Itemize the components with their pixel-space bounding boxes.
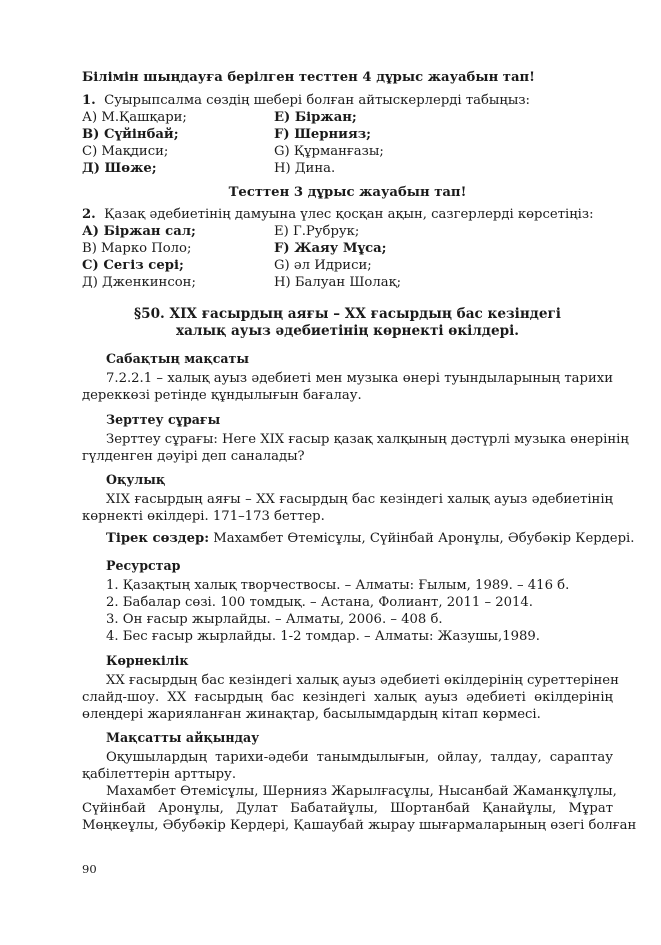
test1-option-row (82, 109, 357, 126)
research-line: гүлденген дәуірі деп саналады? (82, 449, 305, 464)
option-c: С) Мақдиси; (82, 144, 169, 159)
option-g: G) әл Идриси; (274, 258, 372, 273)
question-number: 1. (82, 93, 96, 108)
goal-line: 7.2.2.1 – халық ауыз әдебиеті мен музыка өнері туындыларының тарихи (106, 371, 613, 386)
test1-option-row (82, 143, 384, 160)
resource-item: 1. Қазақтың халық творчествосы. – Алматы: Ғылым, 1989. – 416 б. (106, 578, 570, 593)
research-heading: Зерттеу сұрағы (106, 412, 221, 427)
question-number: 2. (82, 207, 96, 222)
test2-question (82, 206, 594, 223)
resource-item: 3. Он ғасыр жырлайды. – Алматы, 2006. – 408 б. (106, 612, 443, 627)
option-f: F) Жаяу Мұса; (274, 241, 387, 256)
resource-item: 2. Бабалар сөзі. 100 томдық. – Астана, Фолиант, 2011 – 2014. (106, 595, 533, 610)
test2-option-row (82, 257, 372, 274)
option-d: Д) Шөже; (82, 161, 157, 176)
option-a: А) М.Қашқари; (82, 110, 187, 125)
test2-option-row (82, 274, 402, 291)
lesson-title-line1: §50. XIX ғасырдың аяғы – XX ғасырдың бас кезіндегі (134, 306, 561, 322)
purpose-line: қабілеттерін арттыру. (82, 767, 237, 782)
textbook-line: көрнекті өкілдері. 171–173 беттер. (82, 509, 325, 524)
purpose-line: Сүйінбай Аронұлы, Дулат Бабатайұлы, Шортанбай Қанайұлы, Мұрат (82, 801, 613, 816)
test1-question (82, 92, 530, 109)
option-e: Е) Біржан; (274, 110, 357, 125)
option-e: Е) Г.Рубрук; (274, 224, 360, 239)
goal-heading: Сабақтың мақсаты (106, 351, 249, 366)
visual-heading: Көрнекілік (106, 653, 189, 668)
test1-option-row (82, 126, 371, 143)
purpose-line: Оқушылардың тарихи-әдеби танымдылығын, ойлау, талдау, сараптау (106, 750, 613, 765)
option-h: Н) Дина. (274, 161, 336, 176)
visual-line: өлеңдері жарияланған жинақтар, басылымдардың кітап көрмесі. (82, 707, 541, 722)
test2-instruction: Тесттен 3 дұрыс жауабын тап! (228, 185, 467, 200)
keywords-label: Тірек сөздер: (106, 531, 210, 546)
research-line: Зерттеу сұрағы: Неге XIX ғасыр қазақ халқының дәстүрлі музыка өнерінің (106, 432, 629, 447)
option-c: С) Сегіз сері; (82, 258, 184, 273)
test2-option-row (82, 240, 387, 257)
purpose-heading: Мақсатты айқындау (106, 730, 260, 745)
test1-instruction: Білімін шыңдауға берілген тесттен 4 дұрыс жауабын тап! (82, 70, 535, 85)
purpose-line: Мөңкеұлы, Әбубәкір Кердері, Қашаубай жырау шығармаларының өзегі болған (82, 818, 637, 833)
resources-heading: Ресурстар (106, 558, 181, 573)
option-d: Д) Дженкинсон; (82, 275, 196, 290)
option-f: F) Шернияз; (274, 127, 371, 142)
question-text: Қазақ әдебиетінің дамуына үлес қосқан ақын, сазгерлерді көрсетіңіз: (104, 207, 594, 222)
resource-item: 4. Бес ғасыр жырлайды. 1-2 томдар. – Алматы: Жазушы,1989. (106, 629, 540, 644)
page-number: 90 (82, 862, 97, 876)
option-g: G) Құрманғазы; (274, 144, 384, 159)
lesson-title-line2: халық ауыз әдебиетінің көрнекті өкілдері. (175, 323, 520, 339)
textbook-line: XIX ғасырдың аяғы – XX ғасырдың бас кезіндегі халық ауыз әдебиетінің (106, 492, 613, 507)
visual-line: слайд-шоу. XX ғасырдың бас кезіндегі халық ауыз әдебиеті өкілдерінің (82, 690, 613, 705)
purpose-line: Махамбет Өтемісұлы, Шернияз Жарылғасұлы, Нысанбай Жаманқұлұлы, (106, 784, 617, 799)
option-b: В) Марко Поло; (82, 241, 192, 256)
keywords-text: Махамбет Өтемісұлы, Сүйінбай Аронұлы, Әбубәкір Кердері. (213, 531, 635, 546)
test1-option-row (82, 160, 336, 177)
option-h: Н) Балуан Шолақ; (274, 275, 402, 290)
textbook-heading: Оқулық (106, 472, 166, 487)
goal-line: дереккөзі ретінде құндылығын бағалау. (82, 388, 362, 403)
option-a: А) Біржан сал; (82, 224, 196, 239)
option-b: В) Сүйінбай; (82, 127, 179, 142)
keywords-line (106, 530, 634, 547)
visual-line: XX ғасырдың бас кезіндегі халық ауыз әдебиеті өкілдерінің суреттерінен (106, 673, 619, 688)
test2-option-row (82, 223, 360, 240)
question-text: Суырыпсалма сөздің шебері болған айтыскерлерді табыңыз: (104, 93, 530, 108)
